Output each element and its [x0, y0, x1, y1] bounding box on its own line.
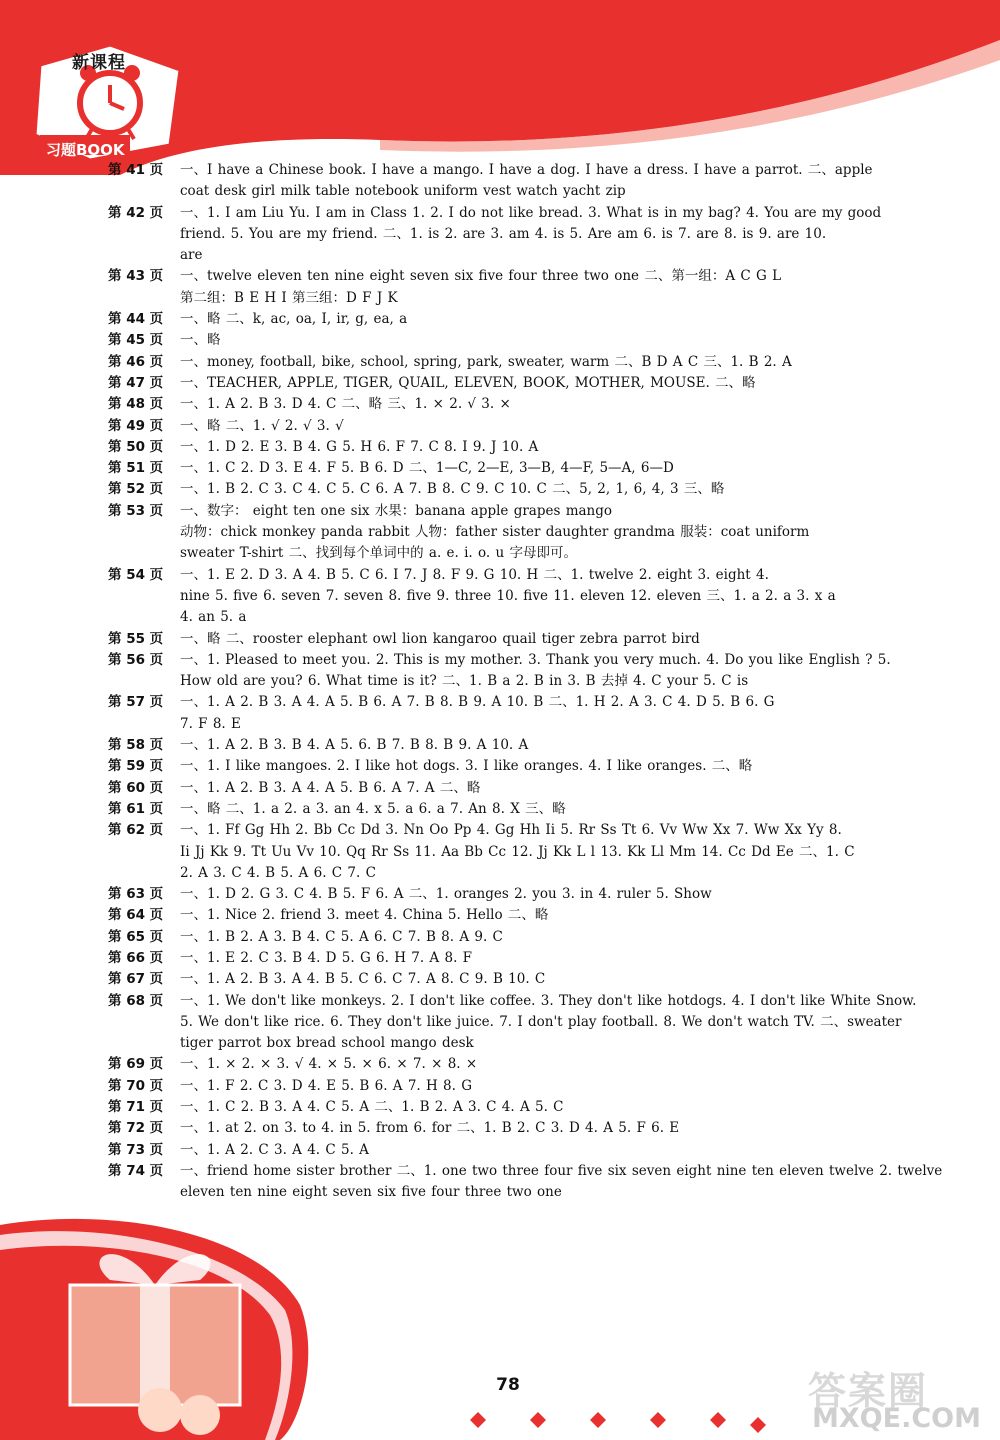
answer-entry — [108, 437, 920, 458]
answer-line: How old are you? 6. What time is it? 二、1. B a 2. B in 3. B 去掉 4. C your 5. C is — [180, 673, 749, 690]
answer-entry — [108, 160, 920, 203]
answer-lines — [180, 160, 920, 203]
answer-line: 一、数字： eight ten one six 水果：banana apple grapes mango — [180, 502, 613, 519]
answer-entry — [108, 756, 920, 777]
answer-lines — [180, 565, 920, 629]
page-label: 第 68 页 — [108, 992, 164, 1009]
answer-entry — [108, 778, 920, 799]
answer-line: 2. A 3. C 4. B 5. A 6. C 7. C — [180, 864, 376, 881]
answer-lines — [180, 1076, 920, 1097]
answer-line: nine 5. five 6. seven 7. seven 8. five 9. three 10. five 11. eleven 12. eleven 三、1. a 2. a 3. x a — [180, 587, 836, 604]
page-label: 第 71 页 — [108, 1099, 164, 1116]
answer-entry — [108, 1118, 920, 1139]
page-label: 第 46 页 — [108, 353, 164, 370]
answer-line: 一、1. E 2. D 3. A 4. B 5. C 6. I 7. J 8. F 9. G 10. H 二、1. twelve 2. eight 3. eight 4. — [180, 566, 769, 583]
answer-line: 4. an 5. a — [180, 609, 247, 626]
page-label: 第 47 页 — [108, 374, 164, 391]
page-label: 第 59 页 — [108, 758, 164, 775]
watermark-top: 答案圈 — [808, 1369, 929, 1413]
page-label: 第 63 页 — [108, 886, 164, 903]
page-label: 第 42 页 — [108, 204, 164, 221]
answer-line: 一、friend home sister brother 二、1. one two three four five six seven eight nine ten eleven twelve 2. twelve — [180, 1162, 943, 1179]
answer-entry — [108, 969, 920, 990]
answer-lines — [180, 799, 920, 820]
answer-entry — [108, 735, 920, 756]
answer-line: 一、1. A 2. B 3. D 4. C 二、略 三、1. × 2. √ 3. × — [180, 396, 511, 413]
page-label: 第 58 页 — [108, 737, 164, 754]
answer-entry — [108, 905, 920, 926]
answer-line: 一、1. A 2. C 3. A 4. C 5. A — [180, 1141, 369, 1158]
answer-line: 5. We don't like rice. 6. They don't like juice. 7. I don't play football. 8. We don't watch TV. 二、sweater — [180, 1013, 902, 1030]
page-label: 第 72 页 — [108, 1120, 164, 1137]
answer-list — [108, 160, 943, 1204]
answer-entry — [108, 820, 920, 884]
answer-entry — [108, 927, 920, 948]
answer-entry — [108, 1054, 920, 1075]
answer-line: 一、1. D 2. G 3. C 4. B 5. F 6. A 二、1. oranges 2. you 3. in 4. ruler 5. Show — [180, 886, 712, 903]
answer-lines — [180, 1118, 920, 1139]
bottom-diamond-decoration-icon — [440, 1405, 800, 1435]
page-label: 第 43 页 — [108, 268, 164, 285]
answer-entry — [108, 203, 920, 267]
answer-line: 一、1. F 2. C 3. D 4. E 5. B 6. A 7. H 8. G — [180, 1077, 473, 1094]
answer-entry — [108, 479, 920, 500]
page-label: 第 49 页 — [108, 417, 164, 434]
answer-line: 一、1. C 2. B 3. A 4. C 5. A 二、1. B 2. A 3. C 4. A 5. C — [180, 1099, 564, 1116]
answer-line: tiger parrot box bread school mango desk — [180, 1035, 474, 1052]
answer-lines — [180, 1097, 920, 1118]
answer-line: are — [180, 247, 203, 264]
answer-lines — [180, 948, 920, 969]
page-label: 第 66 页 — [108, 949, 164, 966]
page-label: 第 44 页 — [108, 311, 164, 328]
gift-box-decoration-icon — [0, 1195, 320, 1440]
answer-line: 一、略 二、1. a 2. a 3. an 4. x 5. a 6. a 7. An 8. X 三、略 — [180, 800, 566, 817]
answer-line: 一、略 二、rooster elephant owl lion kangaroo quail tiger zebra parrot bird — [180, 630, 700, 647]
page-label: 第 55 页 — [108, 630, 164, 647]
page-label: 第 67 页 — [108, 971, 164, 988]
answer-entry — [108, 650, 920, 693]
page-label: 第 45 页 — [108, 332, 164, 349]
answer-line: 动物：chick monkey panda rabbit 人物：father sister daughter grandma 服装：coat uniform — [180, 524, 810, 541]
answer-lines — [180, 1140, 920, 1161]
answer-entry — [108, 352, 920, 373]
answer-line: 一、略 — [180, 332, 221, 349]
answer-line: 一、1. × 2. × 3. √ 4. × 5. × 6. × 7. × 8. × — [180, 1056, 478, 1073]
answer-entry — [108, 884, 920, 905]
answer-lines — [180, 1054, 920, 1075]
answer-entry — [108, 373, 920, 394]
page-label: 第 56 页 — [108, 651, 164, 668]
page-label: 第 65 页 — [108, 928, 164, 945]
answer-line: 一、1. A 2. B 3. A 4. B 5. C 6. C 7. A 8. C 9. B 10. C — [180, 971, 546, 988]
answer-line: 一、1. Nice 2. friend 3. meet 4. China 5. Hello 二、略 — [180, 907, 549, 924]
answer-entry — [108, 692, 920, 735]
answer-lines — [180, 756, 920, 777]
answer-lines — [180, 330, 920, 351]
answer-lines — [180, 266, 920, 309]
answer-lines — [180, 692, 920, 735]
answer-line: 一、1. Pleased to meet you. 2. This is my mother. 3. Thank you very much. 4. Do you like English ? 5. — [180, 651, 891, 668]
answer-entry — [108, 1097, 920, 1118]
answer-lines — [180, 884, 920, 905]
answer-lines — [180, 735, 920, 756]
answer-lines — [180, 905, 920, 926]
answer-entry — [108, 309, 920, 330]
answer-entry — [108, 948, 920, 969]
answer-entry — [108, 266, 920, 309]
answer-line: 一、1. We don't like monkeys. 2. I don't like coffee. 3. They don't like hotdogs. 4. I don't like White Snow. — [180, 992, 917, 1009]
page-label: 第 62 页 — [108, 822, 164, 839]
page-label: 第 53 页 — [108, 502, 164, 519]
page-label: 第 48 页 — [108, 396, 164, 413]
answer-line: 一、1. at 2. on 3. to 4. in 5. from 6. for 二、1. B 2. C 3. D 4. A 5. F 6. E — [180, 1120, 680, 1137]
logo-bottom-text: 习题BOOK — [46, 141, 125, 159]
answer-line: friend. 5. You are my friend. 二、1. is 2. are 3. am 4. is 5. Are am 6. is 7. are 8. is 9. are 10. — [180, 225, 827, 242]
answer-lines — [180, 373, 920, 394]
logo-top-text: 新课程 — [72, 53, 126, 73]
page-label: 第 51 页 — [108, 460, 164, 477]
answer-line: eleven ten nine eight seven six five four three two one — [180, 1184, 562, 1201]
answer-entry — [108, 1140, 920, 1161]
answer-line: 一、money, football, bike, school, spring, park, sweater, warm 二、B D A C 三、1. B 2. A — [180, 353, 792, 370]
answer-entry — [108, 501, 920, 565]
answer-line: 一、1. I like mangoes. 2. I like hot dogs. 3. I like oranges. 4. I like oranges. 二、略 — [180, 758, 753, 775]
answer-line: 一、1. A 2. B 3. B 4. A 5. 6. B 7. B 8. B 9. A 10. A — [180, 737, 529, 754]
page-label: 第 50 页 — [108, 438, 164, 455]
page-label: 第 69 页 — [108, 1056, 164, 1073]
answer-line: 一、twelve eleven ten nine eight seven six five four three two one 二、第一组：A C G L — [180, 268, 782, 285]
page-label: 第 64 页 — [108, 907, 164, 924]
page-label: 第 73 页 — [108, 1141, 164, 1158]
answer-entry — [108, 394, 920, 415]
answer-line: 一、1. A 2. B 3. A 4. A 5. B 6. A 7. B 8. B 9. A 10. B 二、1. H 2. A 3. C 4. D 5. B 6. G — [180, 694, 775, 711]
answer-line: 一、1. E 2. C 3. B 4. D 5. G 6. H 7. A 8. F — [180, 949, 473, 966]
answer-line: 一、1. A 2. B 3. A 4. A 5. B 6. A 7. A 二、略 — [180, 779, 481, 796]
answer-lines — [180, 820, 920, 884]
watermark-bottom: MXQE.COM — [812, 1403, 981, 1434]
answer-line: 第二组：B E H I 第三组：D F J K — [180, 289, 398, 306]
page-label: 第 74 页 — [108, 1162, 164, 1179]
answer-line: sweater T-shirt 二、找到每个单词中的 a. e. i. o. u 字母即可。 — [180, 545, 577, 562]
answer-lines — [180, 394, 920, 415]
answer-entry — [108, 1076, 920, 1097]
answer-line: 一、1. Ff Gg Hh 2. Bb Cc Dd 3. Nn Oo Pp 4. Gg Hh Ii 5. Rr Ss Tt 6. Vv Ww Xx 7. Ww Xx Yy 8. — [180, 822, 842, 839]
answer-line: 7. F 8. E — [180, 715, 241, 732]
answer-line: 一、1. B 2. C 3. C 4. C 5. C 6. A 7. B 8. C 9. C 10. C 二、5, 2, 1, 6, 4, 3 三、略 — [180, 481, 725, 498]
answer-line: 一、1. D 2. E 3. B 4. G 5. H 6. F 7. C 8. I 9. J 10. A — [180, 438, 539, 455]
answer-lines — [180, 501, 920, 565]
answer-line: 一、TEACHER, APPLE, TIGER, QUAIL, ELEVEN, BOOK, MOTHER, MOUSE. 二、略 — [180, 374, 756, 391]
page-number: 78 — [496, 1375, 520, 1395]
answer-lines — [180, 991, 920, 1055]
answer-line: 一、1. I am Liu Yu. I am in Class 1. 2. I do not like bread. 3. What is in my bag? 4. You are my good — [180, 204, 882, 221]
answer-lines — [180, 969, 920, 990]
answer-lines — [180, 927, 920, 948]
answer-entry — [108, 565, 920, 629]
answer-entry — [108, 330, 920, 351]
page-label: 第 41 页 — [108, 162, 164, 178]
page-label: 第 70 页 — [108, 1077, 164, 1094]
answer-entry — [108, 458, 920, 479]
answer-line: 一、I have a Chinese book. I have a mango. I have a dog. I have a dress. I have a parrot. 二、apple — [180, 162, 873, 178]
answer-lines — [180, 458, 920, 479]
answer-entry — [108, 416, 920, 437]
page-label: 第 61 页 — [108, 800, 164, 817]
answer-lines — [180, 416, 920, 437]
page-label: 第 60 页 — [108, 779, 164, 796]
answer-entry — [108, 991, 920, 1055]
answer-line: 一、1. C 2. D 3. E 4. F 5. B 6. D 二、1—C, 2—E, 3—B, 4—F, 5—A, 6—D — [180, 460, 674, 477]
answer-line: Ii Jj Kk 9. Tt Uu Vv 10. Qq Rr Ss 11. Aa Bb Cc 12. Jj Kk L l 13. Kk Ll Mm 14. Cc Dd Ee 二、1. C — [180, 843, 855, 860]
page-label: 第 57 页 — [108, 694, 164, 711]
answer-entry — [108, 629, 920, 650]
answer-lines — [180, 479, 920, 500]
answer-line: 一、略 二、k, ac, oa, I, ir, g, ea, a — [180, 311, 408, 328]
page-label: 第 54 页 — [108, 566, 164, 583]
answer-lines — [180, 437, 920, 458]
answer-lines — [180, 778, 920, 799]
page-label: 第 52 页 — [108, 481, 164, 498]
answer-line: coat desk girl milk table notebook uniform vest watch yacht zip — [180, 183, 626, 200]
answer-lines — [180, 352, 920, 373]
answer-lines — [180, 650, 920, 693]
answer-line: 一、1. B 2. A 3. B 4. C 5. A 6. C 7. B 8. A 9. C — [180, 928, 503, 945]
answer-line: 一、略 二、1. √ 2. √ 3. √ — [180, 417, 344, 434]
answer-lines — [180, 309, 920, 330]
answer-lines — [180, 203, 920, 267]
answer-entry — [108, 799, 920, 820]
answer-lines — [180, 629, 920, 650]
